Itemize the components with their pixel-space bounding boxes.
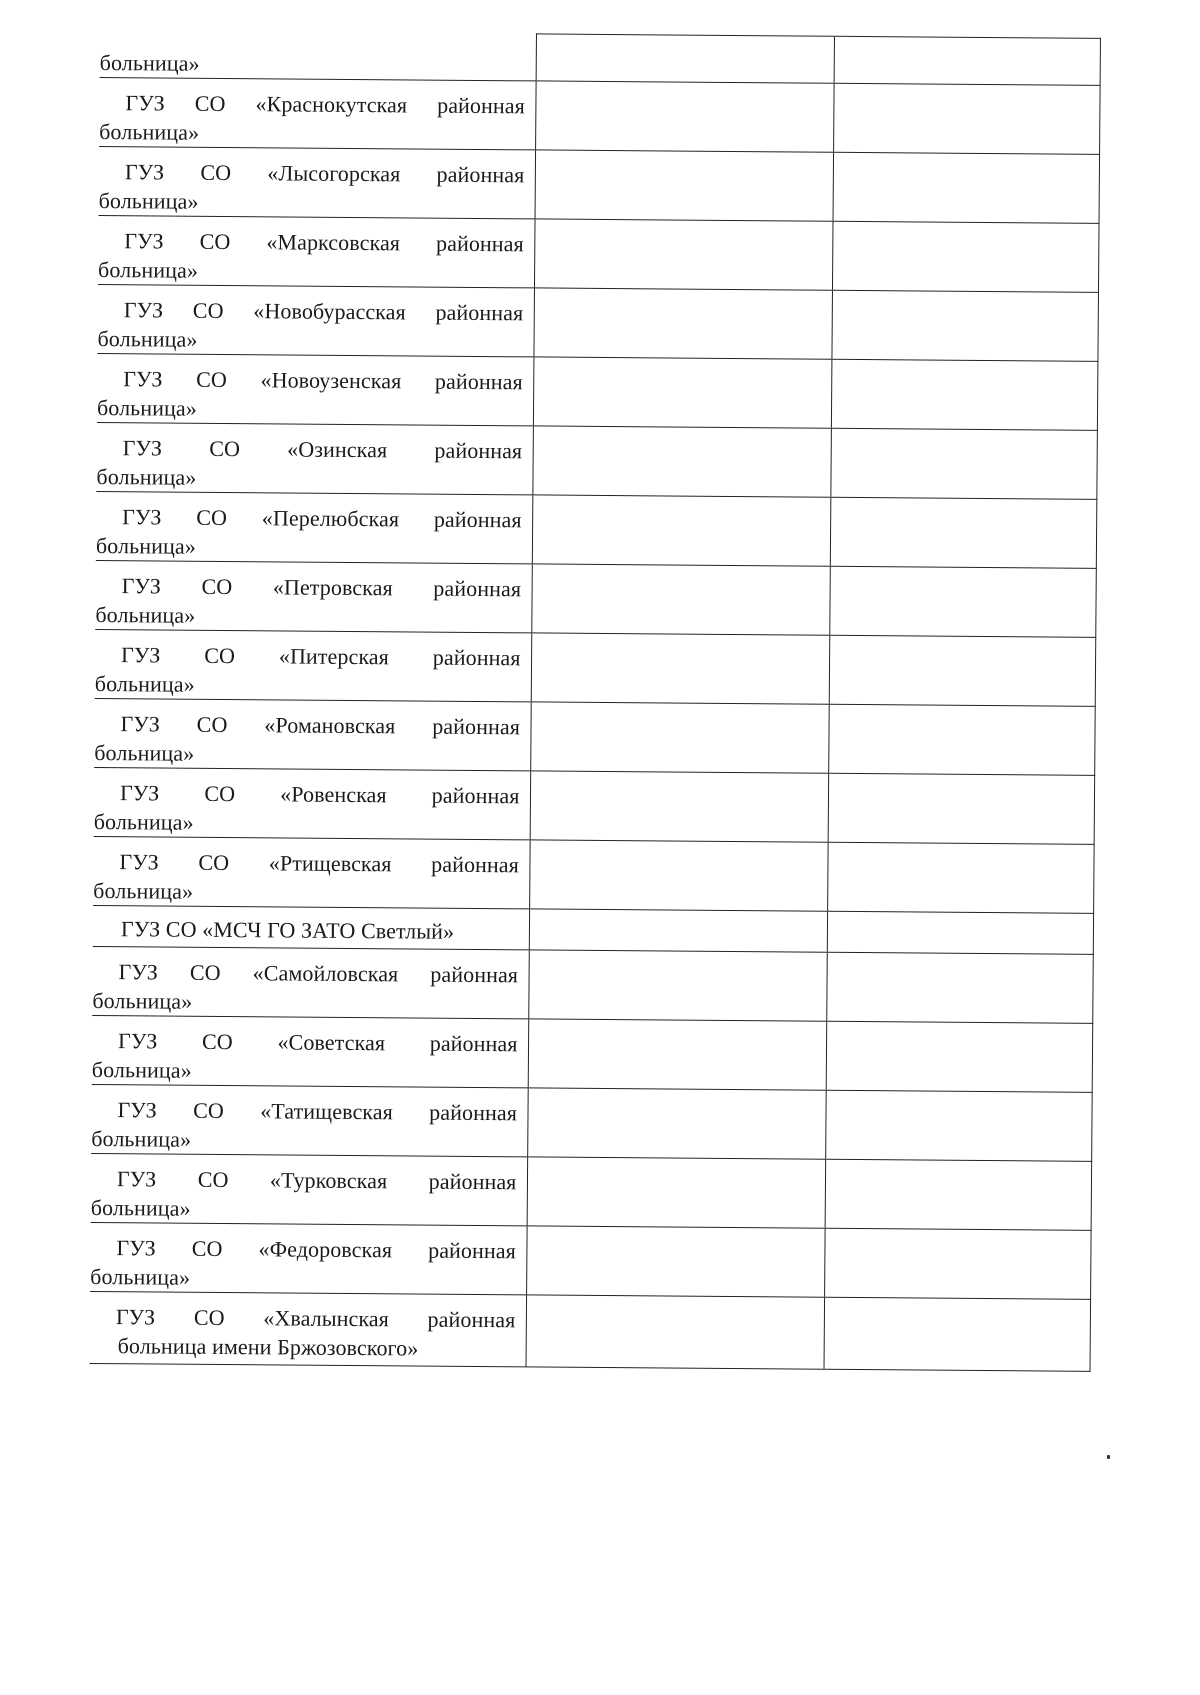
hospital-name-line2: больница» — [96, 394, 198, 421]
hospital-name-line1: ГУЗ СО «Турковская районная — [116, 1165, 517, 1194]
empty-cell — [832, 221, 1099, 292]
hospital-name-cell — [96, 422, 533, 494]
table-row — [97, 353, 1098, 430]
table-row — [96, 422, 1097, 499]
empty-cell — [527, 1156, 826, 1227]
hospital-name-line2: больница» — [90, 1263, 191, 1290]
hospital-name-cell — [99, 146, 536, 218]
empty-cell — [526, 1294, 825, 1368]
hospital-name-line2: больница» — [93, 808, 194, 835]
hospital-name-line1: ГУЗ СО «Самойловская районная — [118, 958, 519, 987]
hospital-name-line1: ГУЗ СО «Федоровская районная — [116, 1234, 517, 1263]
table-row — [100, 30, 1100, 84]
empty-cell — [529, 839, 828, 910]
hospital-name-line2: больница» — [95, 601, 196, 628]
empty-cell — [526, 1225, 825, 1296]
hospital-name-cell — [98, 215, 535, 287]
empty-cell — [833, 83, 1100, 154]
hospital-name-line2: больница» — [92, 987, 193, 1014]
hospital-name-line2: больница» — [98, 256, 199, 283]
empty-cell — [828, 773, 1095, 844]
hospital-table — [90, 30, 1101, 1371]
hospital-name-line1: ГУЗ СО «Ровенская районная — [119, 779, 520, 808]
hospital-name-cell — [97, 284, 534, 356]
table-row — [94, 698, 1095, 775]
empty-cell — [532, 494, 831, 565]
hospital-name-line1: ГУЗ СО «Краснокутская районная — [125, 89, 526, 118]
empty-cell — [534, 218, 833, 289]
empty-cell — [828, 704, 1095, 775]
empty-cell — [528, 1018, 827, 1089]
empty-cell — [825, 1159, 1092, 1230]
hospital-name-line2: больница» — [94, 739, 195, 766]
table-row — [92, 946, 1093, 1023]
hospital-name-line1: ГУЗ СО «Перелюбская районная — [122, 503, 522, 532]
empty-cell — [535, 80, 834, 151]
table-row — [92, 1015, 1093, 1092]
empty-cell — [831, 290, 1098, 361]
hospital-name-line2: больница имени Бржозовского» — [117, 1332, 419, 1361]
table-row — [91, 1084, 1092, 1161]
empty-cell — [531, 632, 830, 703]
empty-cell — [830, 428, 1097, 499]
empty-cell — [533, 287, 832, 358]
hospital-name-line2: больница» — [91, 1056, 192, 1083]
table-row — [91, 1153, 1092, 1230]
table-row — [99, 146, 1100, 223]
hospital-name-cell — [94, 767, 531, 839]
hospital-name-cell — [92, 946, 529, 1018]
hospital-name-line2: больница» — [91, 1125, 192, 1152]
hospital-name-cell — [99, 77, 536, 149]
empty-cell — [831, 359, 1098, 430]
hospital-name-line1: ГУЗ СО «Лысогорская районная — [124, 158, 525, 187]
table-row — [95, 560, 1096, 637]
hospital-name-line1: ГУЗ СО «Марксовская районная — [124, 227, 524, 256]
empty-cell — [533, 356, 832, 427]
table-row — [99, 77, 1100, 154]
hospital-name-line1: ГУЗ СО «Романовская районная — [120, 710, 521, 739]
hospital-name-line1: ГУЗ СО «Петровская районная — [121, 572, 522, 601]
empty-cell — [527, 1087, 826, 1158]
empty-cell — [824, 1228, 1091, 1299]
hospital-name-line1: ГУЗ СО «Новоузенская районная — [123, 365, 523, 394]
hospital-name-cell — [92, 1015, 529, 1087]
empty-cell — [834, 36, 1100, 85]
empty-cell — [829, 566, 1096, 637]
hospital-name-line2: больница» — [90, 1194, 191, 1221]
empty-cell — [530, 701, 829, 772]
hospital-name-line1: ГУЗ СО «Советская районная — [117, 1027, 518, 1056]
hospital-name-cell — [90, 1291, 527, 1366]
hospital-name-cell — [97, 353, 534, 425]
hospital-name-cell — [91, 1153, 528, 1225]
hospital-name-cell — [100, 30, 536, 80]
empty-cell — [531, 563, 830, 634]
hospital-name-line2: больница» — [93, 877, 194, 904]
empty-cell — [530, 770, 829, 841]
hospital-name-line1: ГУЗ СО «Хвалынская районная — [115, 1303, 516, 1332]
table-row — [95, 629, 1096, 706]
hospital-name-cell — [94, 698, 531, 770]
table-row — [90, 1222, 1091, 1299]
hospital-name-cell — [96, 491, 533, 563]
empty-cell — [833, 152, 1100, 223]
hospital-name-line2: больница» — [95, 532, 196, 559]
table-row — [96, 491, 1097, 568]
empty-cell — [529, 908, 827, 951]
hospital-name-line2: больница» — [98, 187, 199, 214]
empty-cell — [827, 911, 1093, 954]
hospital-name-cell — [91, 1084, 528, 1156]
table-row — [94, 767, 1095, 844]
hospital-name-cell — [95, 629, 532, 701]
empty-cell — [528, 949, 827, 1020]
hospital-name-continuation: больница» — [99, 49, 200, 76]
scan-speck — [1107, 1455, 1110, 1459]
empty-cell — [829, 635, 1096, 706]
table-row — [97, 284, 1098, 361]
hospital-name-line2: больница» — [97, 325, 198, 352]
empty-cell — [830, 497, 1097, 568]
hospital-name-line1: ГУЗ СО «Ртищевская районная — [119, 848, 520, 877]
hospital-name-cell — [93, 836, 530, 908]
hospital-name-line2: больница» — [96, 463, 197, 490]
hospital-name-cell — [93, 905, 529, 949]
table-row — [90, 1291, 1091, 1371]
empty-cell — [827, 842, 1094, 913]
empty-cell — [535, 149, 834, 220]
hospital-name-line2: больница» — [99, 118, 200, 145]
empty-cell — [826, 952, 1093, 1023]
empty-cell — [824, 1297, 1091, 1371]
empty-cell — [826, 1021, 1093, 1092]
hospital-name-line1: ГУЗ СО «Татищевская районная — [117, 1096, 518, 1125]
empty-cell — [536, 34, 834, 83]
empty-cell — [825, 1090, 1092, 1161]
hospital-name-cell — [95, 560, 532, 632]
hospital-name: ГУЗ СО «МСЧ ГО ЗАТО Светлый» — [120, 915, 455, 944]
hospital-name-line1: ГУЗ СО «Озинская районная — [122, 434, 523, 463]
table-row — [93, 836, 1094, 913]
hospital-name-line1: ГУЗ СО «Питерская районная — [121, 641, 521, 670]
table-row — [98, 215, 1099, 292]
empty-cell — [532, 425, 831, 496]
hospital-name-cell — [90, 1222, 527, 1294]
hospital-name-line1: ГУЗ СО «Новобурасская районная — [123, 296, 524, 325]
hospital-name-line2: больница» — [94, 670, 195, 697]
